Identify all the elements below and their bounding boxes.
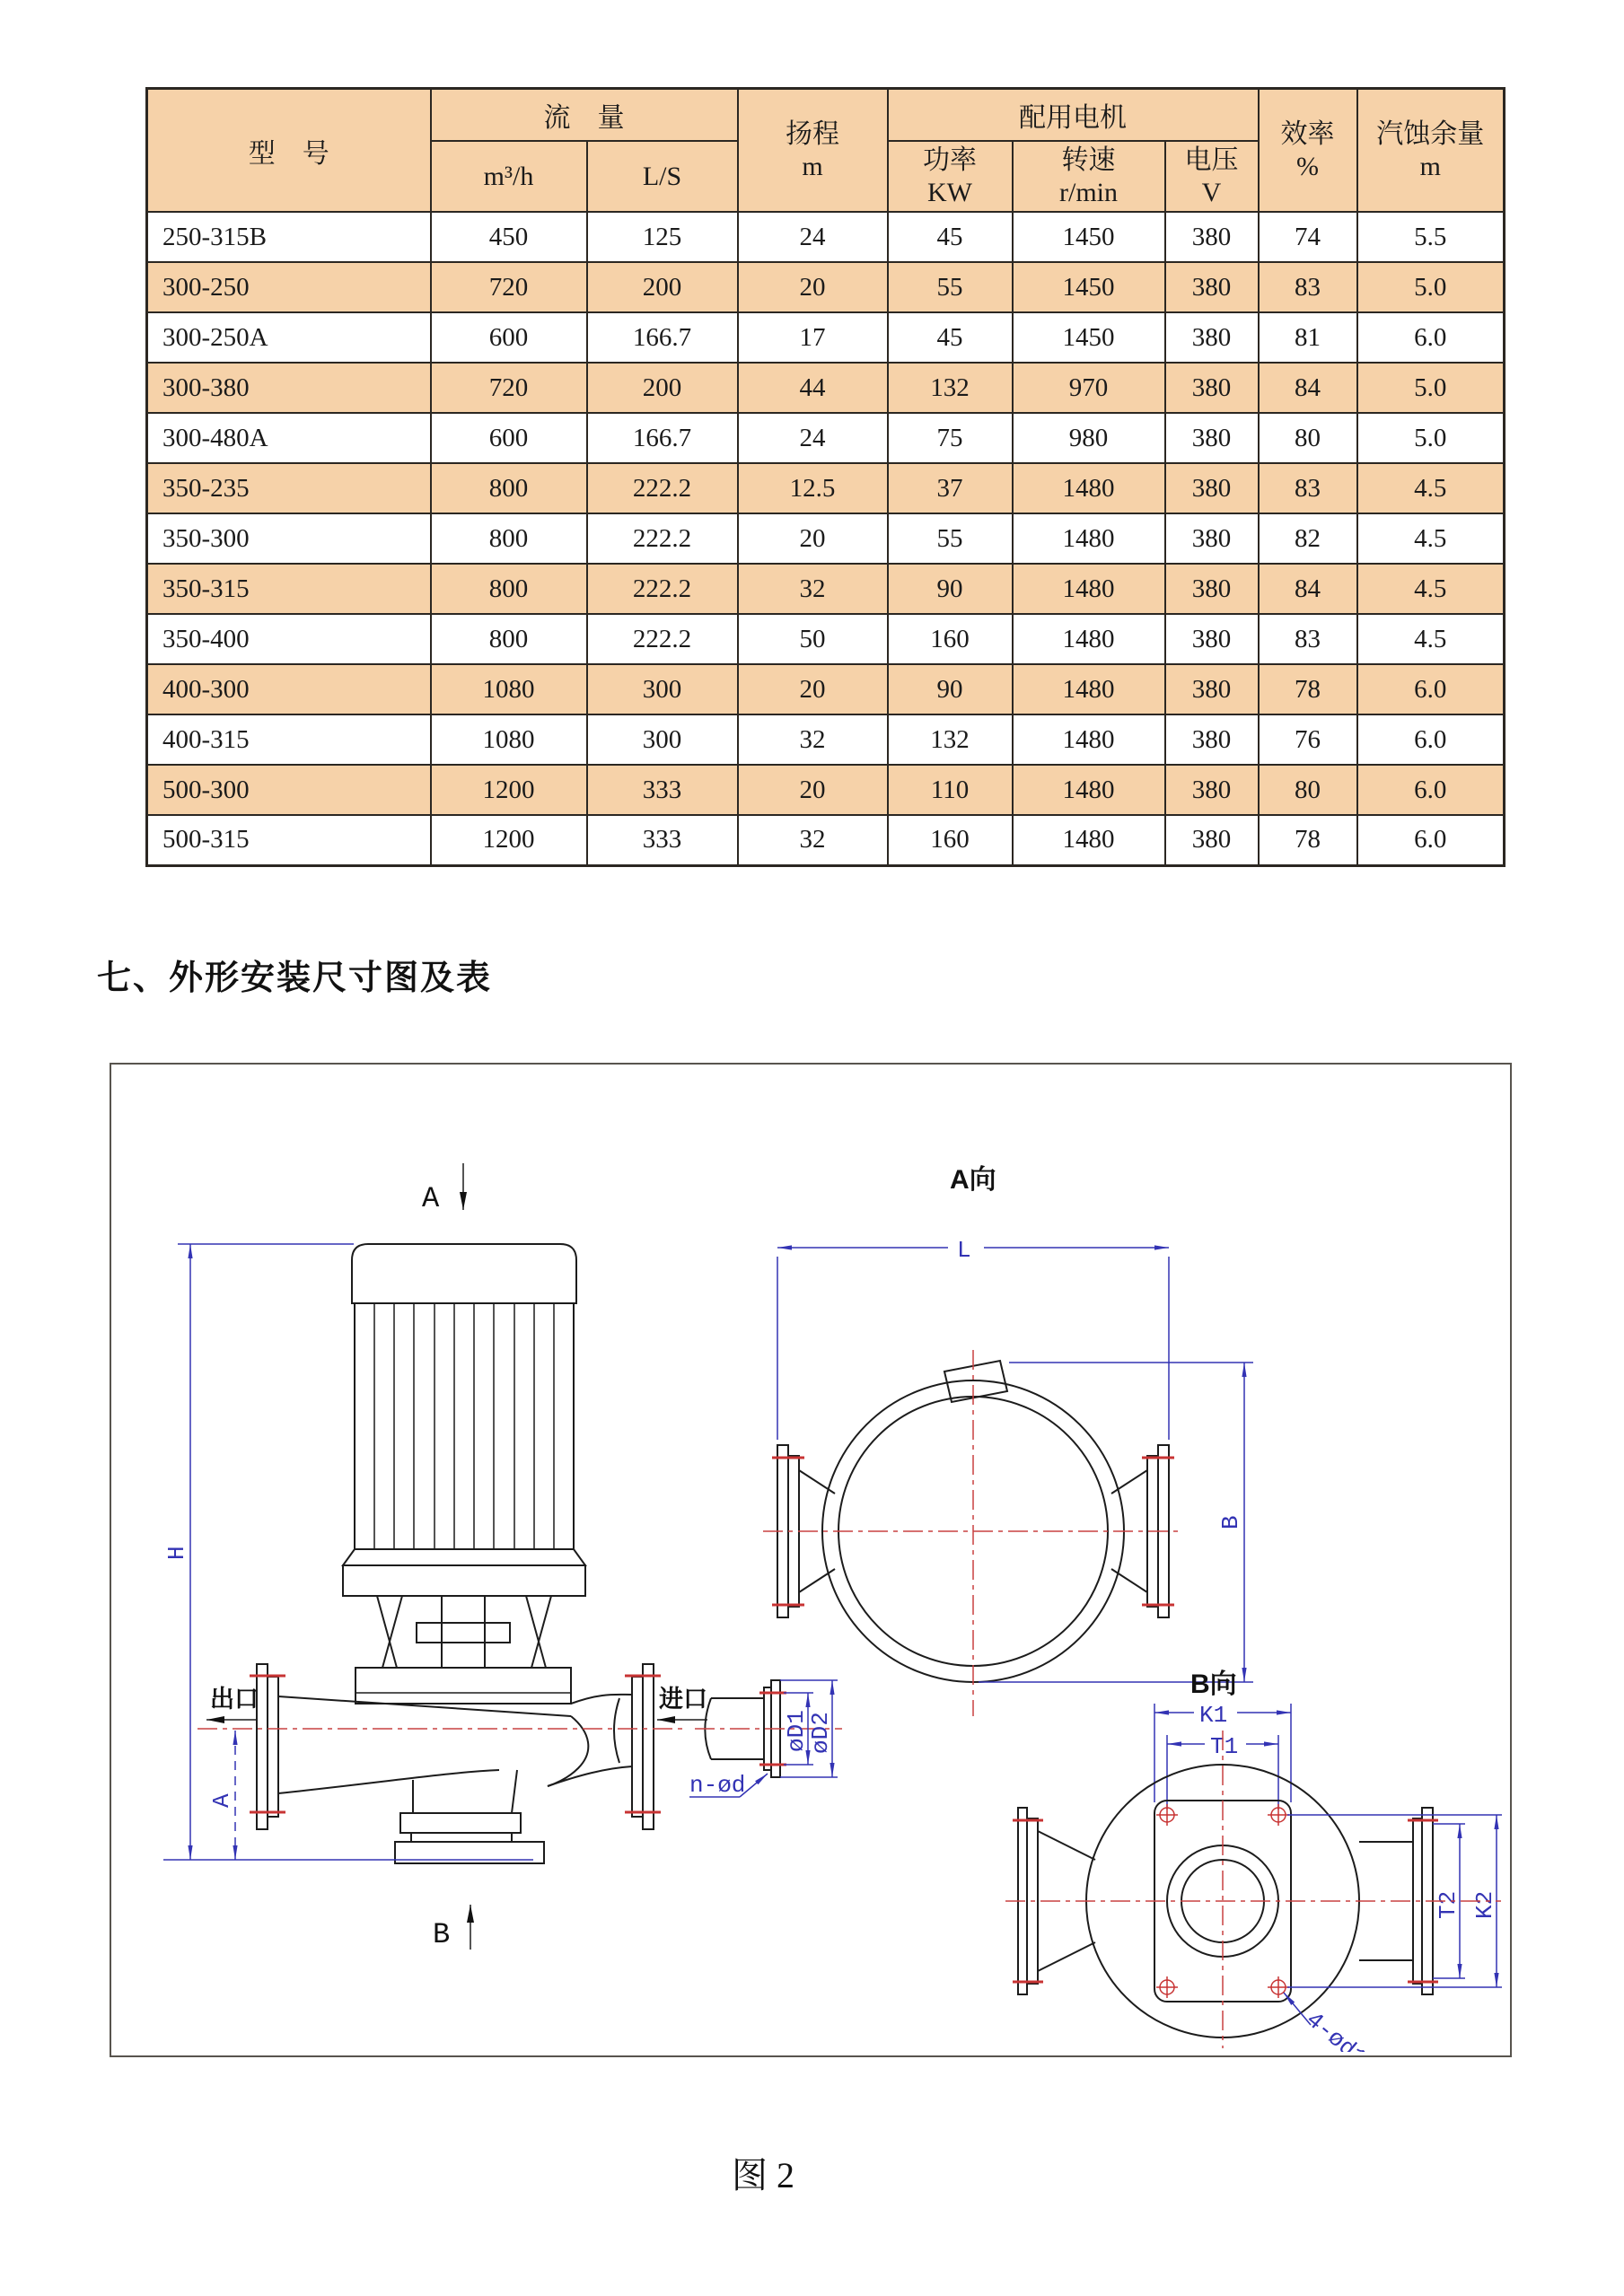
table-row [147, 262, 1505, 312]
value-cell: 380 [1165, 664, 1259, 714]
value-cell: 32 [738, 564, 888, 614]
col-header-m3h: m³/h [431, 141, 587, 212]
value-cell: 83 [1259, 262, 1357, 312]
value-cell: 1450 [1013, 212, 1165, 262]
value-cell: 6.0 [1357, 312, 1505, 363]
value-cell: 1480 [1013, 664, 1165, 714]
value-cell: 17 [738, 312, 888, 363]
value-cell: 4.5 [1357, 513, 1505, 564]
value-cell: 380 [1165, 262, 1259, 312]
model-cell: 500-300 [147, 765, 431, 815]
dim-b-label: B [1217, 1515, 1244, 1529]
value-cell: 222.2 [587, 564, 738, 614]
value-cell: 4.5 [1357, 463, 1505, 513]
table-row [147, 614, 1505, 664]
col-header-motor: 配用电机 [888, 89, 1259, 142]
value-cell: 6.0 [1357, 664, 1505, 714]
value-cell: 380 [1165, 614, 1259, 664]
model-cell: 300-480A [147, 413, 431, 463]
value-cell: 83 [1259, 463, 1357, 513]
dim-t1-label: T1 [1210, 1733, 1239, 1760]
header-line: KW [927, 177, 972, 207]
col-header-flow: 流 量 [431, 89, 738, 142]
value-cell: 84 [1259, 564, 1357, 614]
model-cell: 300-380 [147, 363, 431, 413]
view-a-title: A向 [950, 1165, 996, 1195]
value-cell: 80 [1259, 413, 1357, 463]
header-line: m [802, 151, 823, 181]
value-cell: 200 [587, 363, 738, 413]
value-cell: 5.5 [1357, 212, 1505, 262]
pump-casing [278, 1695, 632, 1863]
value-cell: 380 [1165, 564, 1259, 614]
value-cell: 333 [587, 815, 738, 865]
n-od-label: n-ød [689, 1772, 746, 1799]
value-cell: 380 [1165, 815, 1259, 865]
value-cell: 166.7 [587, 312, 738, 363]
table-row [147, 564, 1505, 614]
inlet-label: 进口 [659, 1686, 707, 1713]
value-cell: 83 [1259, 614, 1357, 664]
value-cell: 600 [431, 312, 587, 363]
value-cell: 45 [888, 212, 1013, 262]
value-cell: 32 [738, 714, 888, 765]
value-cell: 1200 [431, 815, 587, 865]
section-b-label: B [433, 1918, 451, 1951]
dim-od2-label: øD2 [807, 1712, 834, 1754]
value-cell: 82 [1259, 513, 1357, 564]
table-row [147, 312, 1505, 363]
motor-stool [343, 1565, 585, 1596]
value-cell: 1480 [1013, 714, 1165, 765]
value-cell: 5.0 [1357, 262, 1505, 312]
value-cell: 55 [888, 262, 1013, 312]
value-cell: 380 [1165, 714, 1259, 765]
table-row [147, 765, 1505, 815]
lantern-bracket [377, 1596, 551, 1668]
model-cell: 350-300 [147, 513, 431, 564]
value-cell: 166.7 [587, 413, 738, 463]
value-cell: 222.2 [587, 513, 738, 564]
value-cell: 380 [1165, 463, 1259, 513]
header-line: m [1419, 151, 1441, 181]
table-body [147, 212, 1505, 865]
dim-t2-label: T2 [1435, 1890, 1462, 1919]
value-cell: 1480 [1013, 815, 1165, 865]
motor-flare [343, 1549, 585, 1565]
value-cell: 1450 [1013, 262, 1165, 312]
value-cell: 44 [738, 363, 888, 413]
header-line: % [1296, 151, 1320, 181]
header-line: 转速 [1061, 145, 1116, 176]
value-cell: 980 [1013, 413, 1165, 463]
table-row [147, 463, 1505, 513]
value-cell: 50 [738, 614, 888, 664]
header-line: 扬程 [786, 119, 839, 150]
value-cell: 333 [587, 765, 738, 815]
dim-h-label: H [163, 1546, 190, 1560]
value-cell: 37 [888, 463, 1013, 513]
dim-b [979, 1363, 1253, 1682]
dim-h [163, 1244, 533, 1860]
section-heading: 七、外形安装尺寸图及表 [97, 960, 493, 997]
value-cell: 1480 [1013, 765, 1165, 815]
value-cell: 125 [587, 212, 738, 262]
model-cell: 500-315 [147, 815, 431, 865]
value-cell: 132 [888, 363, 1013, 413]
col-header-speed [1013, 141, 1165, 212]
value-cell: 800 [431, 614, 587, 664]
value-cell: 380 [1165, 513, 1259, 564]
value-cell: 20 [738, 262, 888, 312]
col-header-ls: L/S [587, 141, 738, 212]
value-cell: 380 [1165, 212, 1259, 262]
table-header [147, 89, 1505, 213]
model-cell: 250-315B [147, 212, 431, 262]
value-cell: 4.5 [1357, 614, 1505, 664]
value-cell: 380 [1165, 312, 1259, 363]
value-cell: 800 [431, 513, 587, 564]
value-cell: 84 [1259, 363, 1357, 413]
value-cell: 5.0 [1357, 363, 1505, 413]
value-cell: 800 [431, 564, 587, 614]
value-cell: 110 [888, 765, 1013, 815]
col-header-power [888, 141, 1013, 212]
dim-od1-label: øD1 [783, 1710, 810, 1752]
table-row [147, 815, 1505, 865]
dim-l [777, 1237, 1169, 1440]
header-line: r/min [1059, 177, 1118, 207]
col-header-voltage [1165, 141, 1259, 212]
value-cell: 222.2 [587, 463, 738, 513]
header-line: V [1201, 177, 1222, 207]
value-cell: 55 [888, 513, 1013, 564]
section-a-label: A [422, 1182, 440, 1215]
value-cell: 380 [1165, 765, 1259, 815]
value-cell: 6.0 [1357, 714, 1505, 765]
value-cell: 380 [1165, 363, 1259, 413]
value-cell: 24 [738, 212, 888, 262]
value-cell: 200 [587, 262, 738, 312]
value-cell: 1200 [431, 765, 587, 815]
model-cell: 300-250 [147, 262, 431, 312]
motor-ribs [374, 1303, 554, 1549]
value-cell: 132 [888, 714, 1013, 765]
value-cell: 12.5 [738, 463, 888, 513]
value-cell: 1450 [1013, 312, 1165, 363]
col-header-head [738, 89, 888, 213]
value-cell: 300 [587, 664, 738, 714]
bolt-circle-callout [1284, 1993, 1372, 2052]
value-cell: 1080 [431, 664, 587, 714]
motor-cap [352, 1244, 576, 1303]
value-cell: 24 [738, 413, 888, 463]
header-line: 功率 [923, 145, 977, 176]
dim-a-label: A [208, 1793, 235, 1808]
value-cell: 5.0 [1357, 413, 1505, 463]
value-cell: 720 [431, 363, 587, 413]
model-cell: 400-300 [147, 664, 431, 714]
table-row [147, 513, 1505, 564]
value-cell: 800 [431, 463, 587, 513]
value-cell: 450 [431, 212, 587, 262]
view-a [763, 1165, 1253, 1716]
dim-k1-label: K1 [1199, 1702, 1228, 1729]
figure-caption: 图 2 [732, 2155, 794, 2195]
value-cell: 222.2 [587, 614, 738, 664]
value-cell: 75 [888, 413, 1013, 463]
bolt-circle-label: 4-ød1 [1300, 2006, 1372, 2052]
value-cell: 81 [1259, 312, 1357, 363]
view-b-title: B向 [1190, 1669, 1237, 1699]
inlet-flange [625, 1664, 661, 1829]
value-cell: 4.5 [1357, 564, 1505, 614]
value-cell: 1480 [1013, 614, 1165, 664]
value-cell: 76 [1259, 714, 1357, 765]
value-cell: 1480 [1013, 564, 1165, 614]
value-cell: 1480 [1013, 513, 1165, 564]
dim-l-label: L [957, 1237, 971, 1264]
value-cell: 1080 [431, 714, 587, 765]
value-cell: 90 [888, 664, 1013, 714]
value-cell: 78 [1259, 664, 1357, 714]
model-cell: 300-250A [147, 312, 431, 363]
outlet-label: 出口 [210, 1686, 259, 1713]
figure-drawing [111, 1065, 1506, 2052]
value-cell: 380 [1165, 413, 1259, 463]
value-cell: 20 [738, 765, 888, 815]
col-header-model: 型 号 [147, 89, 431, 213]
value-cell: 720 [431, 262, 587, 312]
pump-top-flange [356, 1668, 571, 1704]
flange-detail [689, 1680, 842, 1799]
value-cell: 970 [1013, 363, 1165, 413]
value-cell: 78 [1259, 815, 1357, 865]
header-line: 效率 [1280, 119, 1335, 150]
table-row [147, 363, 1505, 413]
table-row [147, 714, 1505, 765]
model-cell: 400-315 [147, 714, 431, 765]
dim-a [208, 1731, 235, 1860]
table-row [147, 664, 1505, 714]
dim-k2-label: K2 [1471, 1890, 1498, 1919]
value-cell: 90 [888, 564, 1013, 614]
table-row [147, 212, 1505, 262]
pump-spec-table [145, 87, 1505, 867]
value-cell: 160 [888, 614, 1013, 664]
model-cell: 350-235 [147, 463, 431, 513]
figure-frame [110, 1063, 1512, 2057]
value-cell: 32 [738, 815, 888, 865]
value-cell: 1480 [1013, 463, 1165, 513]
table-row [147, 413, 1505, 463]
col-header-npsh [1357, 89, 1505, 213]
value-cell: 600 [431, 413, 587, 463]
value-cell: 6.0 [1357, 765, 1505, 815]
value-cell: 160 [888, 815, 1013, 865]
value-cell: 20 [738, 513, 888, 564]
col-header-efficiency [1259, 89, 1357, 213]
value-cell: 80 [1259, 765, 1357, 815]
value-cell: 20 [738, 664, 888, 714]
value-cell: 45 [888, 312, 1013, 363]
header-line: 电压 [1184, 145, 1239, 176]
header-line: 汽蚀余量 [1376, 119, 1485, 150]
model-cell: 350-315 [147, 564, 431, 614]
bolt-holes-callout [689, 1772, 768, 1799]
front-view [163, 1163, 707, 1951]
value-cell: 300 [587, 714, 738, 765]
value-cell: 6.0 [1357, 815, 1505, 865]
value-cell: 74 [1259, 212, 1357, 262]
view-b [1005, 1669, 1502, 2052]
model-cell: 350-400 [147, 614, 431, 664]
motor-body [355, 1303, 574, 1549]
